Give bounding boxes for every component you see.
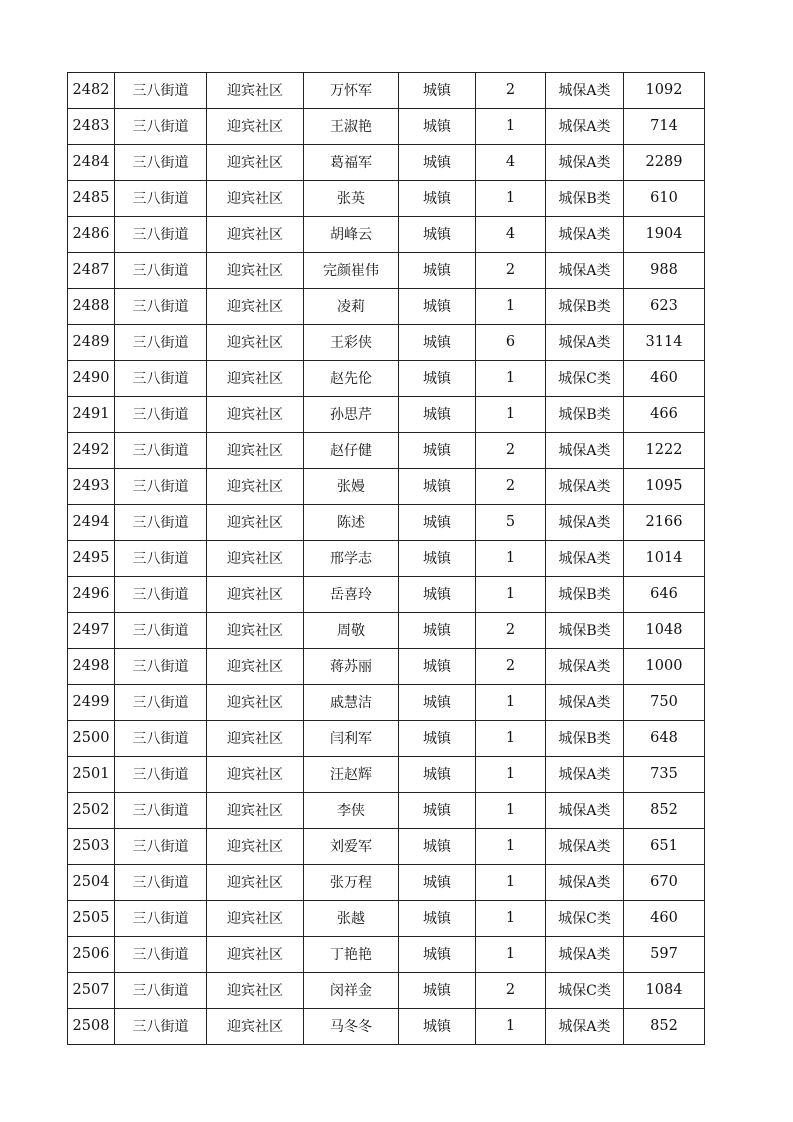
household-type-cell: 城镇 (399, 649, 476, 685)
table-row (68, 361, 705, 397)
category-cell: 城保A类 (546, 793, 624, 829)
table-row (68, 865, 705, 901)
table-row (68, 757, 705, 793)
name-cell: 闫利军 (304, 721, 399, 757)
category-cell: 城保A类 (546, 145, 624, 181)
street-cell: 三八街道 (115, 541, 207, 577)
community-cell: 迎宾社区 (207, 649, 304, 685)
amount-cell: 2289 (624, 145, 705, 181)
member-count-cell: 2 (476, 433, 546, 469)
table-row (68, 253, 705, 289)
seq-cell: 2492 (68, 433, 115, 469)
amount-cell: 1092 (624, 73, 705, 109)
name-cell: 孙思芹 (304, 397, 399, 433)
street-cell: 三八街道 (115, 397, 207, 433)
name-cell: 胡峰云 (304, 217, 399, 253)
amount-cell: 1222 (624, 433, 705, 469)
household-type-cell: 城镇 (399, 289, 476, 325)
member-count-cell: 4 (476, 145, 546, 181)
amount-cell: 735 (624, 757, 705, 793)
category-cell: 城保C类 (546, 901, 624, 937)
table-row (68, 937, 705, 973)
amount-cell: 2166 (624, 505, 705, 541)
name-cell: 陈述 (304, 505, 399, 541)
street-cell: 三八街道 (115, 757, 207, 793)
household-type-cell: 城镇 (399, 973, 476, 1009)
name-cell: 丁艳艳 (304, 937, 399, 973)
seq-cell: 2495 (68, 541, 115, 577)
member-count-cell: 1 (476, 289, 546, 325)
amount-cell: 1014 (624, 541, 705, 577)
seq-cell: 2490 (68, 361, 115, 397)
community-cell: 迎宾社区 (207, 901, 304, 937)
community-cell: 迎宾社区 (207, 397, 304, 433)
table-row (68, 73, 705, 109)
community-cell: 迎宾社区 (207, 829, 304, 865)
category-cell: 城保A类 (546, 865, 624, 901)
street-cell: 三八街道 (115, 181, 207, 217)
amount-cell: 988 (624, 253, 705, 289)
category-cell: 城保B类 (546, 181, 624, 217)
category-cell: 城保A类 (546, 829, 624, 865)
community-cell: 迎宾社区 (207, 145, 304, 181)
seq-cell: 2484 (68, 145, 115, 181)
member-count-cell: 1 (476, 721, 546, 757)
table-row (68, 1009, 705, 1045)
table-row (68, 397, 705, 433)
community-cell: 迎宾社区 (207, 577, 304, 613)
seq-cell: 2498 (68, 649, 115, 685)
amount-cell: 610 (624, 181, 705, 217)
table-row (68, 469, 705, 505)
street-cell: 三八街道 (115, 469, 207, 505)
street-cell: 三八街道 (115, 829, 207, 865)
household-type-cell: 城镇 (399, 397, 476, 433)
community-cell: 迎宾社区 (207, 325, 304, 361)
community-cell: 迎宾社区 (207, 721, 304, 757)
seq-cell: 2497 (68, 613, 115, 649)
category-cell: 城保A类 (546, 73, 624, 109)
table-row (68, 325, 705, 361)
name-cell: 张嫚 (304, 469, 399, 505)
amount-cell: 714 (624, 109, 705, 145)
name-cell: 赵先伦 (304, 361, 399, 397)
amount-cell: 1048 (624, 613, 705, 649)
community-cell: 迎宾社区 (207, 793, 304, 829)
seq-cell: 2496 (68, 577, 115, 613)
street-cell: 三八街道 (115, 973, 207, 1009)
category-cell: 城保A类 (546, 649, 624, 685)
category-cell: 城保A类 (546, 217, 624, 253)
community-cell: 迎宾社区 (207, 505, 304, 541)
name-cell: 万怀军 (304, 73, 399, 109)
amount-cell: 670 (624, 865, 705, 901)
roster-table (67, 72, 705, 1045)
category-cell: 城保B类 (546, 577, 624, 613)
household-type-cell: 城镇 (399, 685, 476, 721)
street-cell: 三八街道 (115, 289, 207, 325)
member-count-cell: 1 (476, 793, 546, 829)
household-type-cell: 城镇 (399, 325, 476, 361)
street-cell: 三八街道 (115, 901, 207, 937)
amount-cell: 597 (624, 937, 705, 973)
member-count-cell: 1 (476, 1009, 546, 1045)
table-row (68, 973, 705, 1009)
community-cell: 迎宾社区 (207, 685, 304, 721)
member-count-cell: 1 (476, 829, 546, 865)
table-row (68, 721, 705, 757)
street-cell: 三八街道 (115, 109, 207, 145)
table-row (68, 289, 705, 325)
amount-cell: 852 (624, 793, 705, 829)
street-cell: 三八街道 (115, 253, 207, 289)
community-cell: 迎宾社区 (207, 109, 304, 145)
table-row (68, 181, 705, 217)
amount-cell: 460 (624, 361, 705, 397)
category-cell: 城保A类 (546, 325, 624, 361)
category-cell: 城保A类 (546, 109, 624, 145)
category-cell: 城保A类 (546, 757, 624, 793)
name-cell: 凌莉 (304, 289, 399, 325)
community-cell: 迎宾社区 (207, 217, 304, 253)
member-count-cell: 1 (476, 685, 546, 721)
amount-cell: 1084 (624, 973, 705, 1009)
seq-cell: 2508 (68, 1009, 115, 1045)
seq-cell: 2502 (68, 793, 115, 829)
amount-cell: 623 (624, 289, 705, 325)
name-cell: 岳喜玲 (304, 577, 399, 613)
street-cell: 三八街道 (115, 685, 207, 721)
seq-cell: 2503 (68, 829, 115, 865)
category-cell: 城保B类 (546, 397, 624, 433)
category-cell: 城保A类 (546, 433, 624, 469)
roster-body (68, 73, 705, 1045)
street-cell: 三八街道 (115, 793, 207, 829)
category-cell: 城保A类 (546, 469, 624, 505)
street-cell: 三八街道 (115, 505, 207, 541)
street-cell: 三八街道 (115, 649, 207, 685)
seq-cell: 2493 (68, 469, 115, 505)
seq-cell: 2491 (68, 397, 115, 433)
table-row (68, 685, 705, 721)
name-cell: 王淑艳 (304, 109, 399, 145)
seq-cell: 2482 (68, 73, 115, 109)
household-type-cell: 城镇 (399, 757, 476, 793)
street-cell: 三八街道 (115, 613, 207, 649)
seq-cell: 2494 (68, 505, 115, 541)
table-row (68, 829, 705, 865)
household-type-cell: 城镇 (399, 253, 476, 289)
table-row (68, 793, 705, 829)
street-cell: 三八街道 (115, 73, 207, 109)
member-count-cell: 1 (476, 109, 546, 145)
member-count-cell: 1 (476, 541, 546, 577)
member-count-cell: 1 (476, 757, 546, 793)
member-count-cell: 2 (476, 73, 546, 109)
seq-cell: 2488 (68, 289, 115, 325)
street-cell: 三八街道 (115, 865, 207, 901)
name-cell: 葛福军 (304, 145, 399, 181)
category-cell: 城保B类 (546, 721, 624, 757)
household-type-cell: 城镇 (399, 505, 476, 541)
community-cell: 迎宾社区 (207, 1009, 304, 1045)
name-cell: 邢学志 (304, 541, 399, 577)
community-cell: 迎宾社区 (207, 757, 304, 793)
member-count-cell: 6 (476, 325, 546, 361)
table-row (68, 145, 705, 181)
amount-cell: 651 (624, 829, 705, 865)
name-cell: 汪赵辉 (304, 757, 399, 793)
seq-cell: 2487 (68, 253, 115, 289)
household-type-cell: 城镇 (399, 73, 476, 109)
seq-cell: 2483 (68, 109, 115, 145)
household-type-cell: 城镇 (399, 1009, 476, 1045)
community-cell: 迎宾社区 (207, 289, 304, 325)
community-cell: 迎宾社区 (207, 361, 304, 397)
table-row (68, 649, 705, 685)
category-cell: 城保B类 (546, 289, 624, 325)
category-cell: 城保A类 (546, 253, 624, 289)
name-cell: 张英 (304, 181, 399, 217)
name-cell: 蒋苏丽 (304, 649, 399, 685)
seq-cell: 2505 (68, 901, 115, 937)
street-cell: 三八街道 (115, 145, 207, 181)
street-cell: 三八街道 (115, 721, 207, 757)
member-count-cell: 2 (476, 469, 546, 505)
community-cell: 迎宾社区 (207, 541, 304, 577)
table-row (68, 109, 705, 145)
amount-cell: 1000 (624, 649, 705, 685)
seq-cell: 2504 (68, 865, 115, 901)
street-cell: 三八街道 (115, 325, 207, 361)
name-cell: 王彩侠 (304, 325, 399, 361)
street-cell: 三八街道 (115, 361, 207, 397)
member-count-cell: 2 (476, 649, 546, 685)
amount-cell: 466 (624, 397, 705, 433)
member-count-cell: 5 (476, 505, 546, 541)
street-cell: 三八街道 (115, 433, 207, 469)
community-cell: 迎宾社区 (207, 613, 304, 649)
community-cell: 迎宾社区 (207, 181, 304, 217)
category-cell: 城保A类 (546, 541, 624, 577)
community-cell: 迎宾社区 (207, 973, 304, 1009)
street-cell: 三八街道 (115, 217, 207, 253)
household-type-cell: 城镇 (399, 901, 476, 937)
category-cell: 城保A类 (546, 1009, 624, 1045)
name-cell: 完颜崔伟 (304, 253, 399, 289)
amount-cell: 646 (624, 577, 705, 613)
seq-cell: 2489 (68, 325, 115, 361)
household-type-cell: 城镇 (399, 613, 476, 649)
member-count-cell: 1 (476, 865, 546, 901)
amount-cell: 460 (624, 901, 705, 937)
household-type-cell: 城镇 (399, 361, 476, 397)
name-cell: 戚慧洁 (304, 685, 399, 721)
name-cell: 闵祥金 (304, 973, 399, 1009)
name-cell: 李侠 (304, 793, 399, 829)
community-cell: 迎宾社区 (207, 937, 304, 973)
name-cell: 刘爱军 (304, 829, 399, 865)
household-type-cell: 城镇 (399, 433, 476, 469)
name-cell: 马冬冬 (304, 1009, 399, 1045)
seq-cell: 2507 (68, 973, 115, 1009)
category-cell: 城保A类 (546, 505, 624, 541)
amount-cell: 750 (624, 685, 705, 721)
table-row (68, 505, 705, 541)
seq-cell: 2501 (68, 757, 115, 793)
name-cell: 赵仔健 (304, 433, 399, 469)
member-count-cell: 1 (476, 397, 546, 433)
household-type-cell: 城镇 (399, 109, 476, 145)
member-count-cell: 1 (476, 577, 546, 613)
community-cell: 迎宾社区 (207, 73, 304, 109)
member-count-cell: 2 (476, 613, 546, 649)
name-cell: 周敬 (304, 613, 399, 649)
community-cell: 迎宾社区 (207, 253, 304, 289)
table-row (68, 577, 705, 613)
member-count-cell: 2 (476, 253, 546, 289)
household-type-cell: 城镇 (399, 181, 476, 217)
table-row (68, 901, 705, 937)
name-cell: 张越 (304, 901, 399, 937)
street-cell: 三八街道 (115, 577, 207, 613)
household-type-cell: 城镇 (399, 721, 476, 757)
household-type-cell: 城镇 (399, 829, 476, 865)
household-type-cell: 城镇 (399, 217, 476, 253)
amount-cell: 852 (624, 1009, 705, 1045)
community-cell: 迎宾社区 (207, 433, 304, 469)
street-cell: 三八街道 (115, 1009, 207, 1045)
amount-cell: 1095 (624, 469, 705, 505)
seq-cell: 2486 (68, 217, 115, 253)
amount-cell: 1904 (624, 217, 705, 253)
member-count-cell: 4 (476, 217, 546, 253)
household-type-cell: 城镇 (399, 865, 476, 901)
member-count-cell: 1 (476, 937, 546, 973)
category-cell: 城保C类 (546, 973, 624, 1009)
household-type-cell: 城镇 (399, 145, 476, 181)
household-type-cell: 城镇 (399, 937, 476, 973)
seq-cell: 2485 (68, 181, 115, 217)
category-cell: 城保A类 (546, 685, 624, 721)
seq-cell: 2506 (68, 937, 115, 973)
amount-cell: 648 (624, 721, 705, 757)
member-count-cell: 1 (476, 361, 546, 397)
name-cell: 张万程 (304, 865, 399, 901)
amount-cell: 3114 (624, 325, 705, 361)
household-type-cell: 城镇 (399, 541, 476, 577)
category-cell: 城保B类 (546, 613, 624, 649)
table-row (68, 613, 705, 649)
seq-cell: 2500 (68, 721, 115, 757)
member-count-cell: 1 (476, 901, 546, 937)
member-count-cell: 2 (476, 973, 546, 1009)
table-row (68, 541, 705, 577)
street-cell: 三八街道 (115, 937, 207, 973)
category-cell: 城保A类 (546, 937, 624, 973)
member-count-cell: 1 (476, 181, 546, 217)
household-type-cell: 城镇 (399, 793, 476, 829)
community-cell: 迎宾社区 (207, 469, 304, 505)
category-cell: 城保C类 (546, 361, 624, 397)
table-row (68, 433, 705, 469)
household-type-cell: 城镇 (399, 469, 476, 505)
household-type-cell: 城镇 (399, 577, 476, 613)
table-row (68, 217, 705, 253)
community-cell: 迎宾社区 (207, 865, 304, 901)
seq-cell: 2499 (68, 685, 115, 721)
